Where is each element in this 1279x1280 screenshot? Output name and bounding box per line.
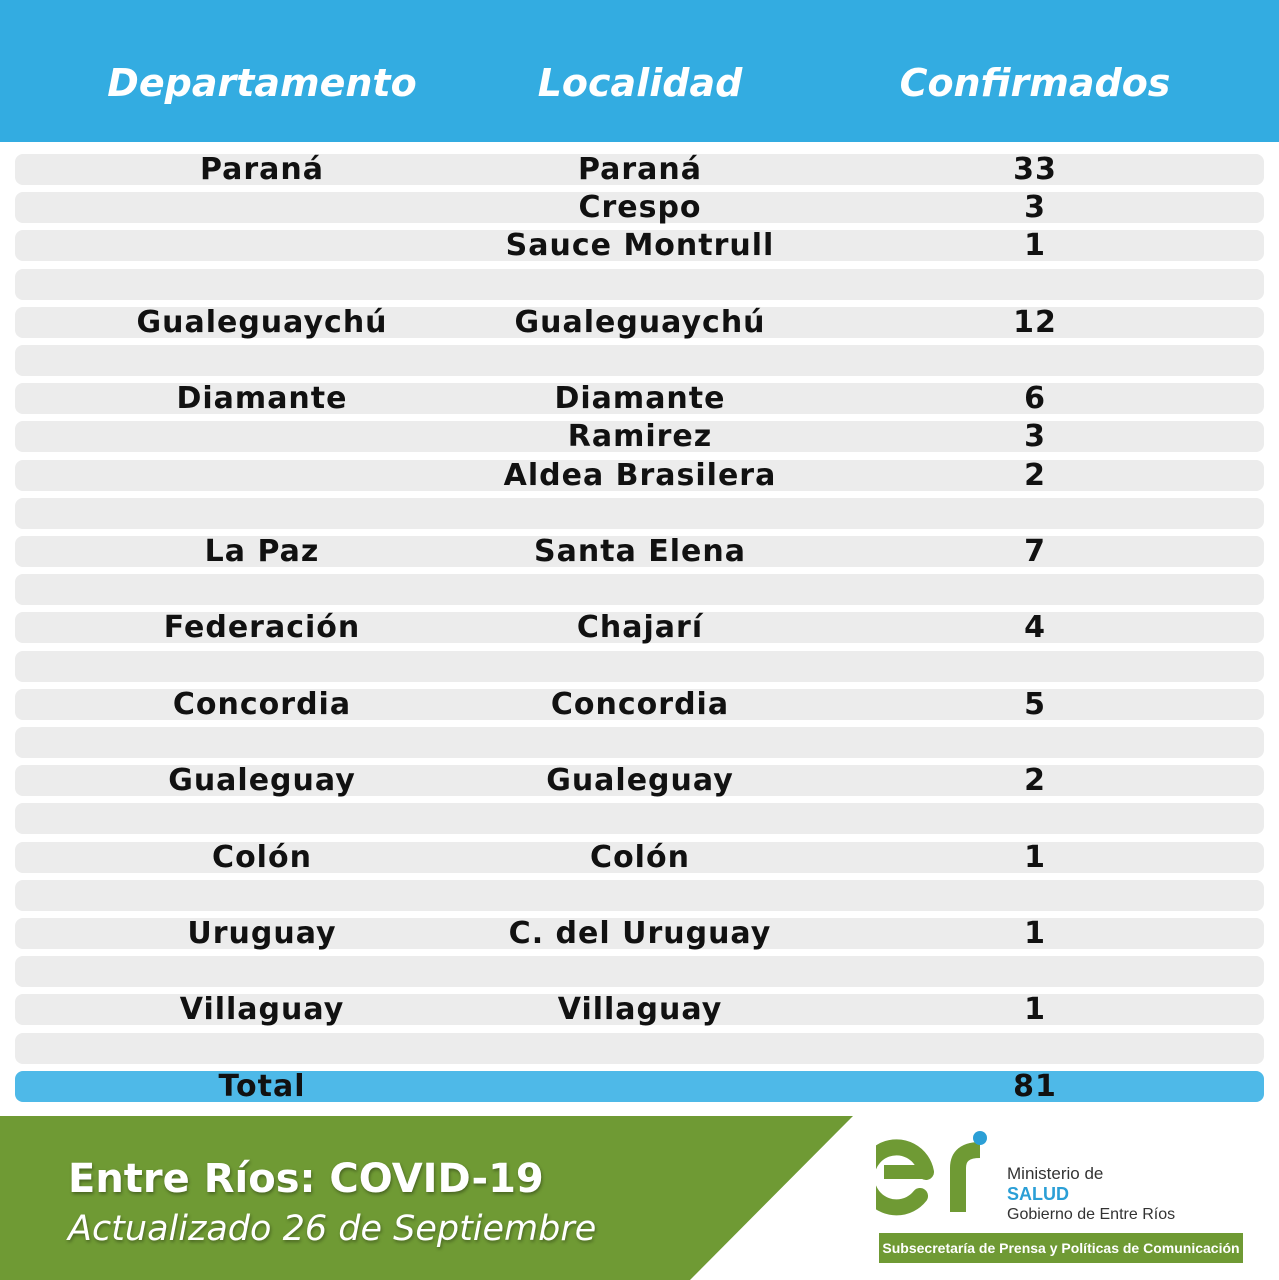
cell-departamento — [62, 574, 462, 605]
table-row — [15, 689, 1264, 720]
cell-departamento: Gualeguaychú — [136, 305, 388, 340]
table-row — [15, 765, 1264, 796]
total-localidad — [450, 1071, 830, 1102]
er-logo-icon — [876, 1128, 996, 1218]
cell-confirmados: 7 — [1024, 534, 1046, 569]
cell-departamento — [62, 460, 462, 491]
cell-confirmados: 12 — [1013, 305, 1057, 340]
table-row — [15, 498, 1264, 529]
table-header — [0, 0, 1279, 142]
table-row — [15, 345, 1264, 376]
cell-confirmados: 1 — [1024, 992, 1046, 1027]
cell-localidad — [450, 498, 830, 529]
footer — [0, 1116, 1279, 1280]
cell-departamento — [62, 727, 462, 758]
cell-localidad: Colón — [590, 840, 690, 875]
cell-localidad — [450, 574, 830, 605]
table-row — [15, 727, 1264, 758]
cell-localidad — [450, 727, 830, 758]
cell-localidad: Gualeguay — [546, 763, 734, 798]
table-row — [15, 536, 1264, 567]
cell-localidad: C. del Uruguay — [508, 916, 772, 951]
cell-confirmados — [835, 727, 1235, 758]
header-localidad: Localidad — [537, 61, 743, 105]
ministerio-line-1: Ministerio de — [1007, 1164, 1104, 1183]
header-confirmados: Confirmados — [899, 61, 1171, 105]
cell-localidad: Diamante — [554, 381, 726, 416]
table-row — [15, 154, 1264, 185]
table-row — [15, 842, 1264, 873]
table-row — [15, 880, 1264, 911]
cell-localidad: Santa Elena — [534, 534, 746, 569]
cell-confirmados — [835, 880, 1235, 911]
total-label: Total — [218, 1069, 306, 1104]
cell-localidad: Ramirez — [567, 419, 713, 454]
cell-confirmados — [835, 574, 1235, 605]
cell-departamento: Concordia — [172, 687, 352, 722]
cell-departamento — [62, 956, 462, 987]
cell-departamento — [62, 651, 462, 682]
table-row — [15, 307, 1264, 338]
cell-confirmados: 3 — [1024, 419, 1046, 454]
cell-localidad: Gualeguaychú — [514, 305, 766, 340]
table-row — [15, 230, 1264, 261]
footer-date: Actualizado 26 de Septiembre — [68, 1209, 597, 1249]
table-row — [15, 269, 1264, 300]
cell-departamento: La Paz — [204, 534, 320, 569]
total-row — [15, 1071, 1264, 1102]
cell-departamento: Gualeguay — [168, 763, 356, 798]
cell-departamento — [62, 880, 462, 911]
cell-confirmados: 33 — [1013, 152, 1057, 187]
cell-confirmados — [835, 345, 1235, 376]
cell-confirmados — [835, 498, 1235, 529]
table-row — [15, 994, 1264, 1025]
cell-departamento — [62, 192, 462, 223]
cell-localidad — [450, 956, 830, 987]
total-value: 81 — [1013, 1069, 1057, 1104]
table-row — [15, 192, 1264, 223]
cell-localidad — [450, 1033, 830, 1064]
table-row — [15, 651, 1264, 682]
cell-departamento: Paraná — [199, 152, 325, 187]
cell-confirmados: 3 — [1024, 190, 1046, 225]
cell-confirmados — [835, 269, 1235, 300]
cell-departamento — [62, 803, 462, 834]
cell-localidad: Aldea Brasilera — [503, 458, 777, 493]
cell-localidad — [450, 803, 830, 834]
cell-departamento — [62, 345, 462, 376]
cell-departamento — [62, 1033, 462, 1064]
table-row — [15, 1033, 1264, 1064]
cell-localidad: Sauce Montrull — [505, 228, 775, 263]
cell-localidad: Concordia — [550, 687, 730, 722]
cell-departamento — [62, 230, 462, 261]
cell-confirmados: 1 — [1024, 228, 1046, 263]
table-row — [15, 803, 1264, 834]
ministerio-line-2: SALUD — [1007, 1184, 1069, 1204]
cell-departamento: Diamante — [176, 381, 348, 416]
table-row — [15, 421, 1264, 452]
subsecretaria-banner: Subsecretaría de Prensa y Políticas de Comunicación — [879, 1233, 1243, 1263]
cell-confirmados: 1 — [1024, 916, 1046, 951]
cell-confirmados: 2 — [1024, 763, 1046, 798]
table-row — [15, 612, 1264, 643]
cell-departamento: Colón — [212, 840, 312, 875]
cell-localidad — [450, 345, 830, 376]
cell-departamento — [62, 498, 462, 529]
ministerio-line-3: Gobierno de Entre Ríos — [1007, 1206, 1176, 1223]
cell-departamento: Villaguay — [179, 992, 345, 1027]
cell-localidad: Chajarí — [576, 610, 704, 645]
cell-confirmados: 6 — [1024, 381, 1046, 416]
footer-title: Entre Ríos: COVID-19 — [68, 1156, 544, 1202]
cell-localidad: Paraná — [577, 152, 703, 187]
cell-localidad — [450, 269, 830, 300]
cell-localidad: Crespo — [578, 190, 702, 225]
cell-localidad — [450, 880, 830, 911]
cell-confirmados: 4 — [1024, 610, 1046, 645]
cell-confirmados — [835, 1033, 1235, 1064]
cell-departamento — [62, 269, 462, 300]
cell-confirmados: 1 — [1024, 840, 1046, 875]
cell-localidad — [450, 651, 830, 682]
table-row — [15, 574, 1264, 605]
cell-confirmados — [835, 651, 1235, 682]
cell-localidad: Villaguay — [557, 992, 723, 1027]
cell-confirmados — [835, 956, 1235, 987]
table-row — [15, 460, 1264, 491]
cell-departamento — [62, 421, 462, 452]
table-row — [15, 383, 1264, 414]
cell-departamento: Uruguay — [187, 916, 337, 951]
cell-confirmados: 2 — [1024, 458, 1046, 493]
cell-departamento: Federación — [163, 610, 361, 645]
cell-confirmados — [835, 803, 1235, 834]
header-departamento: Departamento — [107, 61, 417, 105]
table-row — [15, 918, 1264, 949]
cell-confirmados: 5 — [1024, 687, 1046, 722]
table-row — [15, 956, 1264, 987]
